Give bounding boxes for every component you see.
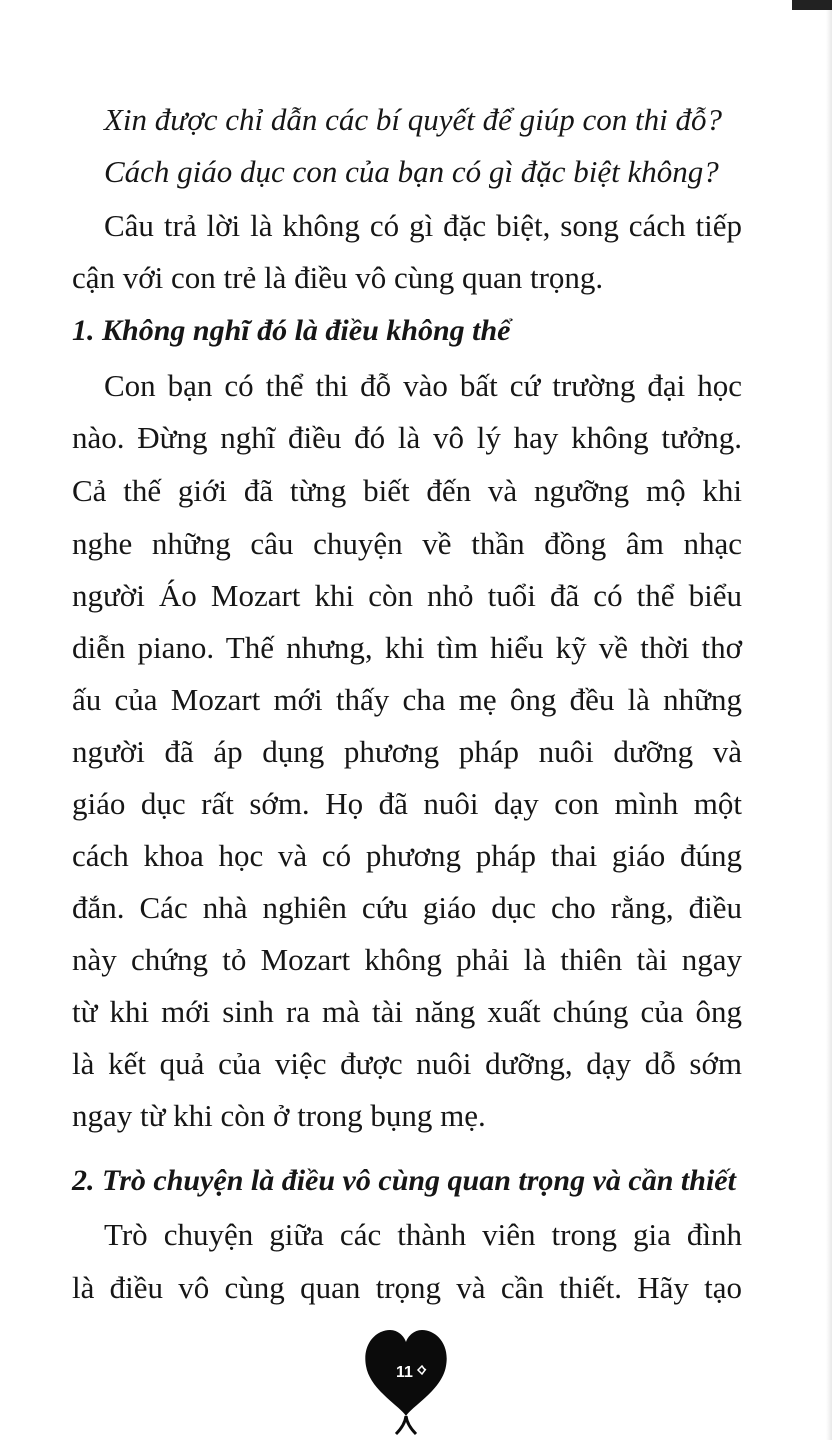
section-1-line: đắn. Các nhà nghiên cứu giáo dục cho rằng, điều bbox=[72, 890, 742, 925]
section-1-line: là kết quả của việc được nuôi dưỡng, dạy dỗ sớm bbox=[72, 1046, 742, 1081]
intro-question-1: Xin được chỉ dẫn các bí quyết để giúp con thi đỗ? bbox=[104, 102, 723, 137]
heart-icon bbox=[360, 1318, 452, 1440]
section-1-line: cách khoa học và có phương pháp thai giáo đúng bbox=[72, 838, 742, 873]
page-edge-mark bbox=[792, 0, 832, 10]
intro-question-2: Cách giáo dục con của bạn có gì đặc biệt không? bbox=[104, 154, 719, 189]
section-1-line: này chứng tỏ Mozart không phải là thiên tài ngay bbox=[72, 942, 742, 977]
answer-line-2: cận với con trẻ là điều vô cùng quan trọng. bbox=[72, 260, 604, 295]
section-2-line: Trò chuyện giữa các thành viên trong gia đình bbox=[104, 1217, 742, 1252]
answer-line-1: Câu trả lời là không có gì đặc biệt, song cách tiếp bbox=[104, 208, 742, 243]
section-1-line: nào. Đừng nghĩ điều đó là vô lý hay không tưởng. bbox=[72, 420, 742, 455]
section-1-line: ngay từ khi còn ở trong bụng mẹ. bbox=[72, 1098, 486, 1133]
section-1-line: người Áo Mozart khi còn nhỏ tuổi đã có thể biểu bbox=[72, 578, 742, 613]
heart-stem bbox=[396, 1416, 416, 1434]
section-1-line: Cả thế giới đã từng biết đến và ngưỡng mộ khi bbox=[72, 473, 742, 508]
section-1-line: người đã áp dụng phương pháp nuôi dưỡng và bbox=[72, 734, 742, 769]
section-1-line: từ khi mới sinh ra mà tài năng xuất chúng của ông bbox=[72, 994, 742, 1029]
section-2-heading: 2. Trò chuyện là điều vô cùng quan trọng và cần thiết bbox=[72, 1164, 736, 1197]
section-2-line: là điều vô cùng quan trọng và cần thiết. Hãy tạo bbox=[72, 1270, 742, 1305]
section-1-heading: 1. Không nghĩ đó là điều không thể bbox=[72, 314, 511, 347]
section-1-line: Con bạn có thể thi đỗ vào bất cứ trường đại học bbox=[104, 368, 742, 403]
page-edge-shadow bbox=[826, 0, 832, 1440]
page-number: 11 bbox=[396, 1364, 413, 1381]
section-1-line: ấu của Mozart mới thấy cha mẹ ông đều là những bbox=[72, 682, 742, 717]
section-1-line: nghe những câu chuyện về thần đồng âm nhạc bbox=[72, 526, 742, 561]
section-1-line: diễn piano. Thế nhưng, khi tìm hiểu kỹ về thời thơ bbox=[72, 630, 742, 665]
section-1-line: giáo dục rất sớm. Họ đã nuôi dạy con mình một bbox=[72, 786, 742, 821]
